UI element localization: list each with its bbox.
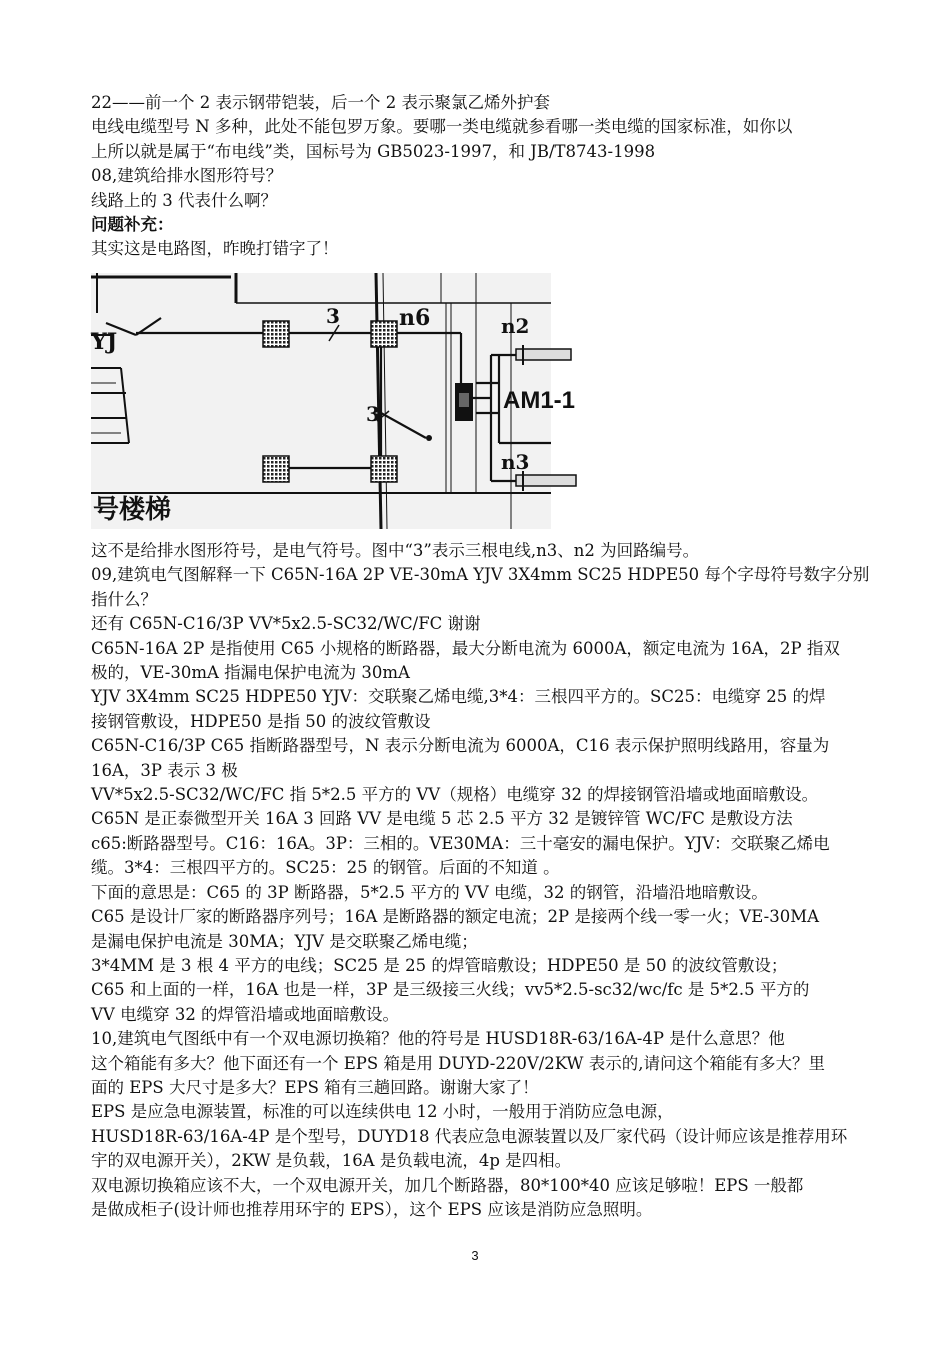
page-number: 3 xyxy=(471,1248,479,1263)
text-line: C65 和上面的一样，16A 也是一样，3P 是三级接三火线；vv5*2.5-sc32/wc/fc 是 5*2.5 平方的 xyxy=(91,980,810,1000)
text-line: YJV 3X4mm SC25 HDPE50 YJV：交联聚乙烯电缆,3*4：三根四平方的。SC25：电缆穿 25 的焊 xyxy=(91,687,826,707)
label-n2: n2 xyxy=(501,314,530,338)
text-line: 10,建筑电气图纸中有一个双电源切换箱？他的符号是 HUSD18R-63/16A-4P 是什么意思？他 xyxy=(91,1029,785,1049)
text-line: 还有 C65N-C16/3P VV*5x2.5-SC32/WC/FC 谢谢 xyxy=(91,614,481,634)
text-line: 缆。3*4：三根四平方的。SC25：25 的钢管。后面的不知道 。 xyxy=(91,858,560,878)
text-line: 下面的意思是：C65 的 3P 断路器，5*2.5 平方的 VV 电缆，32 的钢管，沿墙沿地暗敷设。 xyxy=(91,882,768,902)
supplement-text: 其实这是电路图，昨晚打错字了！ xyxy=(91,239,339,259)
text-line: C65N 是正泰微型开关 16A 3 回路 VV 是电缆 5 芯 2.5 平方 32 是镀锌管 WC/FC 是敷设方法 xyxy=(91,809,793,829)
text-line: 双电源切换箱应该不大，一个双电源开关，加几个断路器，80*100*40 应该足够啦！EPS 一般都 xyxy=(91,1175,804,1195)
text-line: HUSD18R-63/16A-4P 是个型号，DUYD18 代表应急电源装置以及厂家代码（设计师应该是推荐用环 xyxy=(91,1126,848,1146)
text-line: 极的，VE-30mA 指漏电保护电流为 30mA xyxy=(91,663,410,683)
top-text-block xyxy=(91,91,891,262)
text-line: 宇的双电源开关），2KW 是负载，16A 是负载电流，4p 是四相。 xyxy=(91,1151,572,1171)
label-stairs: 号楼梯 xyxy=(93,495,172,525)
text-line: 是漏电保护电流是 30MA；YJV 是交联聚乙烯电缆； xyxy=(91,931,478,951)
text-line: C65N-16A 2P 是指使用 C65 小规格的断路器，最大分断电流为 6000A，额定电流为 16A，2P 指双 xyxy=(91,638,840,658)
text-line: C65 是设计厂家的断路器序列号；16A 是断路器的额定电流；2P 是接两个线一零一火；VE-30MA xyxy=(91,907,820,927)
text-line: C65N-C16/3P C65 指断路器型号，N 表示分断电流为 6000A，C16 表示保护照明线路用，容量为 xyxy=(91,736,830,756)
label-n3: n3 xyxy=(501,450,530,474)
text-line: 指什么？ xyxy=(91,589,157,609)
label-three-top: 3 xyxy=(326,304,340,328)
text-line: 面的 EPS 大尺寸是多大？EPS 箱有三趟回路。谢谢大家了！ xyxy=(91,1077,539,1097)
text-line: 08,建筑给排水图形符号？ xyxy=(91,166,283,186)
text-line: 09,建筑电气图解释一下 C65N-16A 2P VE-30mA YJV 3X4mm SC25 HDPE50 每个字母符号数字分别 xyxy=(91,565,870,585)
text-line: 这不是给排水图形符号，是电气符号。图中“3”表示三根电线,n3、n2 为回路编号。 xyxy=(91,541,700,560)
text-line: 3*4MM 是 3 根 4 平方的电线；SC25 是 25 的焊管暗敷设；HDPE50 是 50 的波纹管敷设； xyxy=(91,955,788,975)
supplement-heading: 问题补充： xyxy=(91,215,174,235)
label-yj: YJ xyxy=(91,329,118,355)
label-three-mid: 3 xyxy=(366,402,380,426)
circuit-diagram xyxy=(91,273,576,529)
circuit-diagram-figure xyxy=(91,273,576,529)
label-n6: n6 xyxy=(399,305,431,331)
text-line: 上所以就是属于“布电线”类，国标号为 GB5023-1997，和 JB/T8743-1998 xyxy=(91,141,656,161)
text-line: EPS 是应急电源装置，标准的可以连续供电 12 小时，一般用于消防应急电源， xyxy=(91,1102,674,1122)
text-line: 线路上的 3 代表什么啊？ xyxy=(91,190,277,210)
text-line: 22——前一个 2 表示钢带铠装，后一个 2 表示聚氯乙烯外护套 xyxy=(91,93,550,112)
text-line: 电线电缆型号 N 多种，此处不能包罗万象。要哪一类电缆就参看哪一类电缆的国家标准，如你以 xyxy=(91,117,793,137)
text-line: VV*5x2.5-SC32/WC/FC 指 5*2.5 平方的 VV（规格）电缆穿 32 的焊接钢管沿墙或地面暗敷设。 xyxy=(91,785,819,805)
text-line: 是做成柜子(设计师也推荐用环宇的 EPS），这个 EPS 应该是消防应急照明。 xyxy=(91,1199,653,1219)
text-line: 接钢管敷设，HDPE50 是指 50 的波纹管敷设 xyxy=(91,711,431,731)
text-line: 16A，3P 表示 3 极 xyxy=(91,760,238,780)
bottom-text-block xyxy=(91,539,891,1222)
text-line: VV 电缆穿 32 的焊管沿墙或地面暗敷设。 xyxy=(91,1004,400,1024)
text-line: c65:断路器型号。C16：16A。3P：三相的。VE30MA：三十毫安的漏电保护。YJV：交联聚乙烯电 xyxy=(91,833,830,853)
label-am1-1: AM1-1 xyxy=(503,387,576,414)
text-line: 这个箱能有多大？他下面还有一个 EPS 箱是用 DUYD-220V/2KW 表示的,请问这个箱能有多大？里 xyxy=(91,1053,825,1073)
